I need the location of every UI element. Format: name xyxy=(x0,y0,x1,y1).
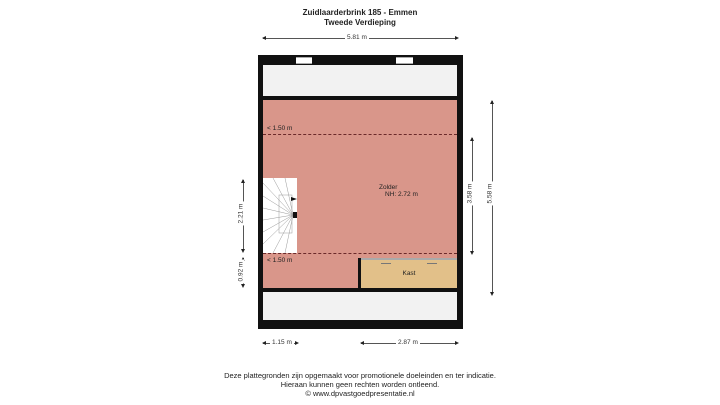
floorplan-title: Zuidlaarderbrink 185 - Emmen xyxy=(302,8,418,17)
room-label-zolder: Zolder xyxy=(379,184,398,191)
disclaimer-line-1: Deze plattegronden zijn opgemaakt voor promotionele doeleinden en ter indicatie. xyxy=(224,371,496,380)
sliding-door xyxy=(361,258,457,260)
arrow-right-icon xyxy=(455,36,459,40)
door-arrow-icon xyxy=(427,263,437,264)
arrow-right-icon xyxy=(295,341,299,345)
dimension-label: 2.87 m xyxy=(398,339,418,346)
arrow-up-icon xyxy=(241,179,245,183)
arrow-down-icon xyxy=(241,284,245,288)
dimension-label: 0.92 m xyxy=(237,261,245,282)
unused-area-top xyxy=(263,65,457,96)
arrow-left-icon xyxy=(262,36,266,40)
floor-name: Tweede Verdieping xyxy=(324,18,396,27)
disclaimer-line-2: Hieraan kunnen geen rechten worden ontleend. xyxy=(280,380,440,389)
window xyxy=(296,57,312,64)
dimension-label: 3.58 m xyxy=(466,183,474,204)
arrow-up-icon xyxy=(490,100,494,104)
dimension-label: 1.15 m xyxy=(272,339,292,346)
arrow-down-icon xyxy=(470,251,474,255)
room-kast xyxy=(361,258,457,288)
unused-area-bottom xyxy=(263,292,457,320)
dimension-label: 5.81 m xyxy=(347,34,367,41)
arrow-right-icon xyxy=(455,341,459,345)
arrow-up-icon xyxy=(470,137,474,141)
room-height-zolder: NH: 2.72 m xyxy=(385,191,418,198)
arrow-left-icon xyxy=(262,341,266,345)
copyright: © www.dpvastgoedpresentatie.nl xyxy=(305,389,415,398)
dimension-label: 5.58 m xyxy=(486,183,494,204)
arrow-down-icon xyxy=(241,249,245,253)
height-line-upper xyxy=(263,134,457,135)
room-label-kast: Kast xyxy=(402,270,416,277)
arrow-down-icon xyxy=(490,292,494,296)
dimension-label: 2.21 m xyxy=(237,203,245,224)
height-marker-upper: < 1.50 m xyxy=(267,125,293,132)
arrow-left-icon xyxy=(360,341,364,345)
door-arrow-icon xyxy=(381,263,391,264)
height-line-lower xyxy=(263,253,457,254)
staircase xyxy=(263,178,297,253)
height-marker-lower: < 1.50 m xyxy=(267,257,293,264)
window xyxy=(396,57,413,64)
